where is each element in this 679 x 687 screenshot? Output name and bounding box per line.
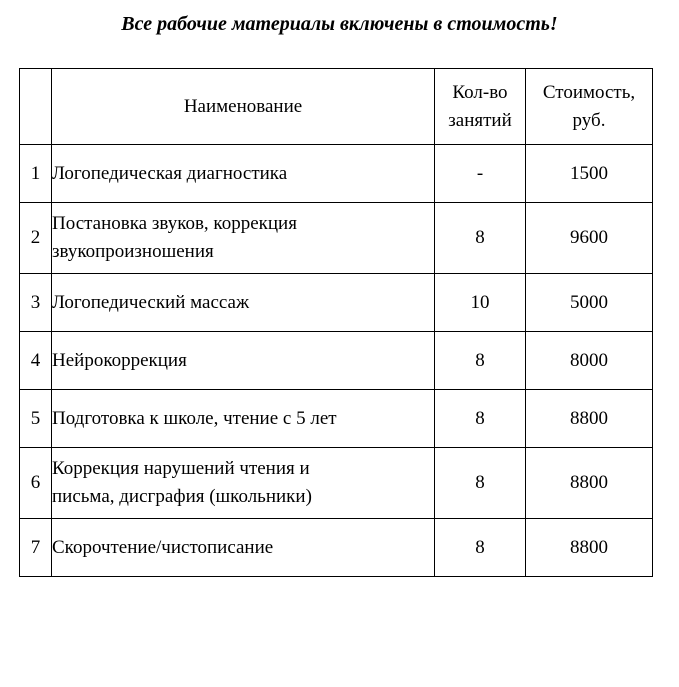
table-header-row — [20, 69, 653, 145]
row-name: Логопедическая диагностика — [52, 145, 435, 203]
header-cost-line2: руб. — [572, 109, 606, 131]
table-row — [20, 145, 653, 203]
row-quantity: 10 — [435, 274, 526, 332]
page-heading: Все рабочие материалы включены в стоимость! — [121, 13, 558, 35]
row-number: 2 — [20, 203, 52, 274]
row-cost: 9600 — [526, 203, 653, 274]
row-name-line2: звукопроизношения — [52, 241, 214, 262]
table-row — [20, 519, 653, 577]
table-row — [20, 390, 653, 448]
row-cost: 8800 — [526, 519, 653, 577]
header-quantity-line1: Кол-во — [452, 81, 508, 103]
row-number: 1 — [20, 145, 52, 203]
row-cost: 5000 — [526, 274, 653, 332]
table-row — [20, 274, 653, 332]
row-quantity: 8 — [435, 448, 526, 519]
header-cost-line1: Стоимость, — [542, 81, 636, 103]
row-quantity: 8 — [435, 390, 526, 448]
header-name: Наименование — [52, 69, 435, 145]
row-quantity: 8 — [435, 203, 526, 274]
row-name: Логопедический массаж — [52, 274, 435, 332]
row-name: Скорочтение/чистописание — [52, 519, 435, 577]
row-number: 4 — [20, 332, 52, 390]
row-name-line2: письма, дисграфия (школьники) — [52, 486, 312, 507]
table-row — [20, 448, 653, 519]
row-cost: 1500 — [526, 145, 653, 203]
row-number: 3 — [20, 274, 52, 332]
row-name-line1: Коррекция нарушений чтения и — [52, 458, 310, 479]
row-quantity: 8 — [435, 332, 526, 390]
row-name — [52, 203, 435, 274]
header-cost — [526, 69, 653, 145]
header-quantity — [435, 69, 526, 145]
row-name — [52, 448, 435, 519]
row-number: 6 — [20, 448, 52, 519]
row-cost: 8000 — [526, 332, 653, 390]
row-number: 7 — [20, 519, 52, 577]
row-quantity: 8 — [435, 519, 526, 577]
row-name-line1: Постановка звуков, коррекция — [52, 213, 297, 234]
price-table — [19, 68, 653, 577]
table-row — [20, 203, 653, 274]
row-quantity: - — [435, 145, 526, 203]
header-number — [20, 69, 52, 145]
row-cost: 8800 — [526, 448, 653, 519]
header-quantity-line2: занятий — [448, 109, 512, 131]
row-name: Подготовка к школе, чтение с 5 лет — [52, 390, 435, 448]
row-cost: 8800 — [526, 390, 653, 448]
row-name: Нейрокоррекция — [52, 332, 435, 390]
table-row — [20, 332, 653, 390]
row-number: 5 — [20, 390, 52, 448]
